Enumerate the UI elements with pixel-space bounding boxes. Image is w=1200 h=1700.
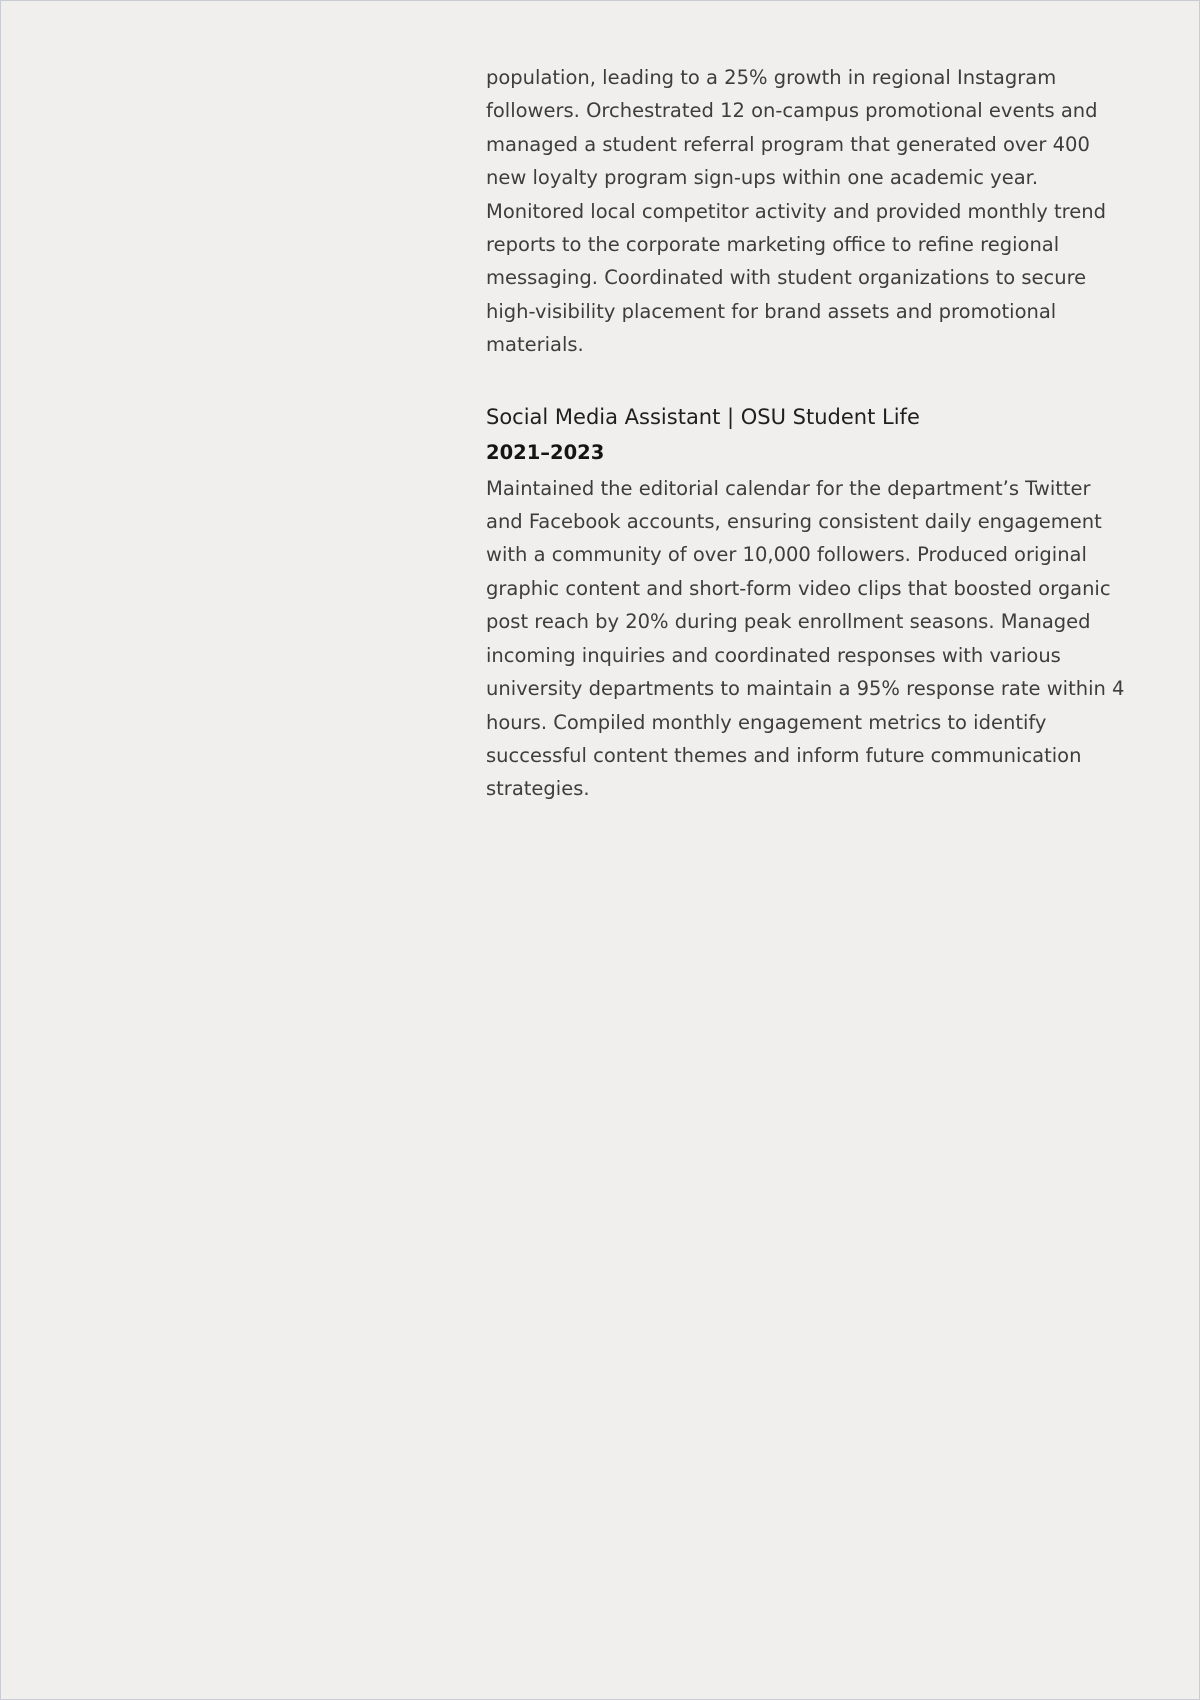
job-title: Social Media Assistant | OSU Student Life [486, 404, 920, 429]
job-dates: 2021–2023 [486, 440, 605, 464]
continued-job-description: population, leading to a 25% growth in regional Instagram followers. Orchestrated 12 on-campus promotional events and managed a student referral program that generated over 400 new loyalty program sign-ups within one academic year. Monitored local competitor activity and provided monthly trend reports to the corporate marketing office to refine regional messaging. Coordinated with student organizations to secure high-visibility placement for brand assets and promotional materials. [486, 66, 1106, 357]
job-description: Maintained the editorial calendar for the department’s Twitter and Facebook accounts, ensuring consistent daily engagement with a community of over 10,000 followers. Produced original graphic content and short-form video clips that boosted organic post reach by 20% during peak enrollment seasons. Managed incoming inquiries and coordinated responses with various university departments to maintain a 95% response rate within 4 hours. Compiled monthly engagement metrics to identify successful content themes and inform future communication strategies. [486, 476, 1125, 801]
job-entry [486, 400, 1126, 806]
experience-column [486, 61, 1126, 806]
